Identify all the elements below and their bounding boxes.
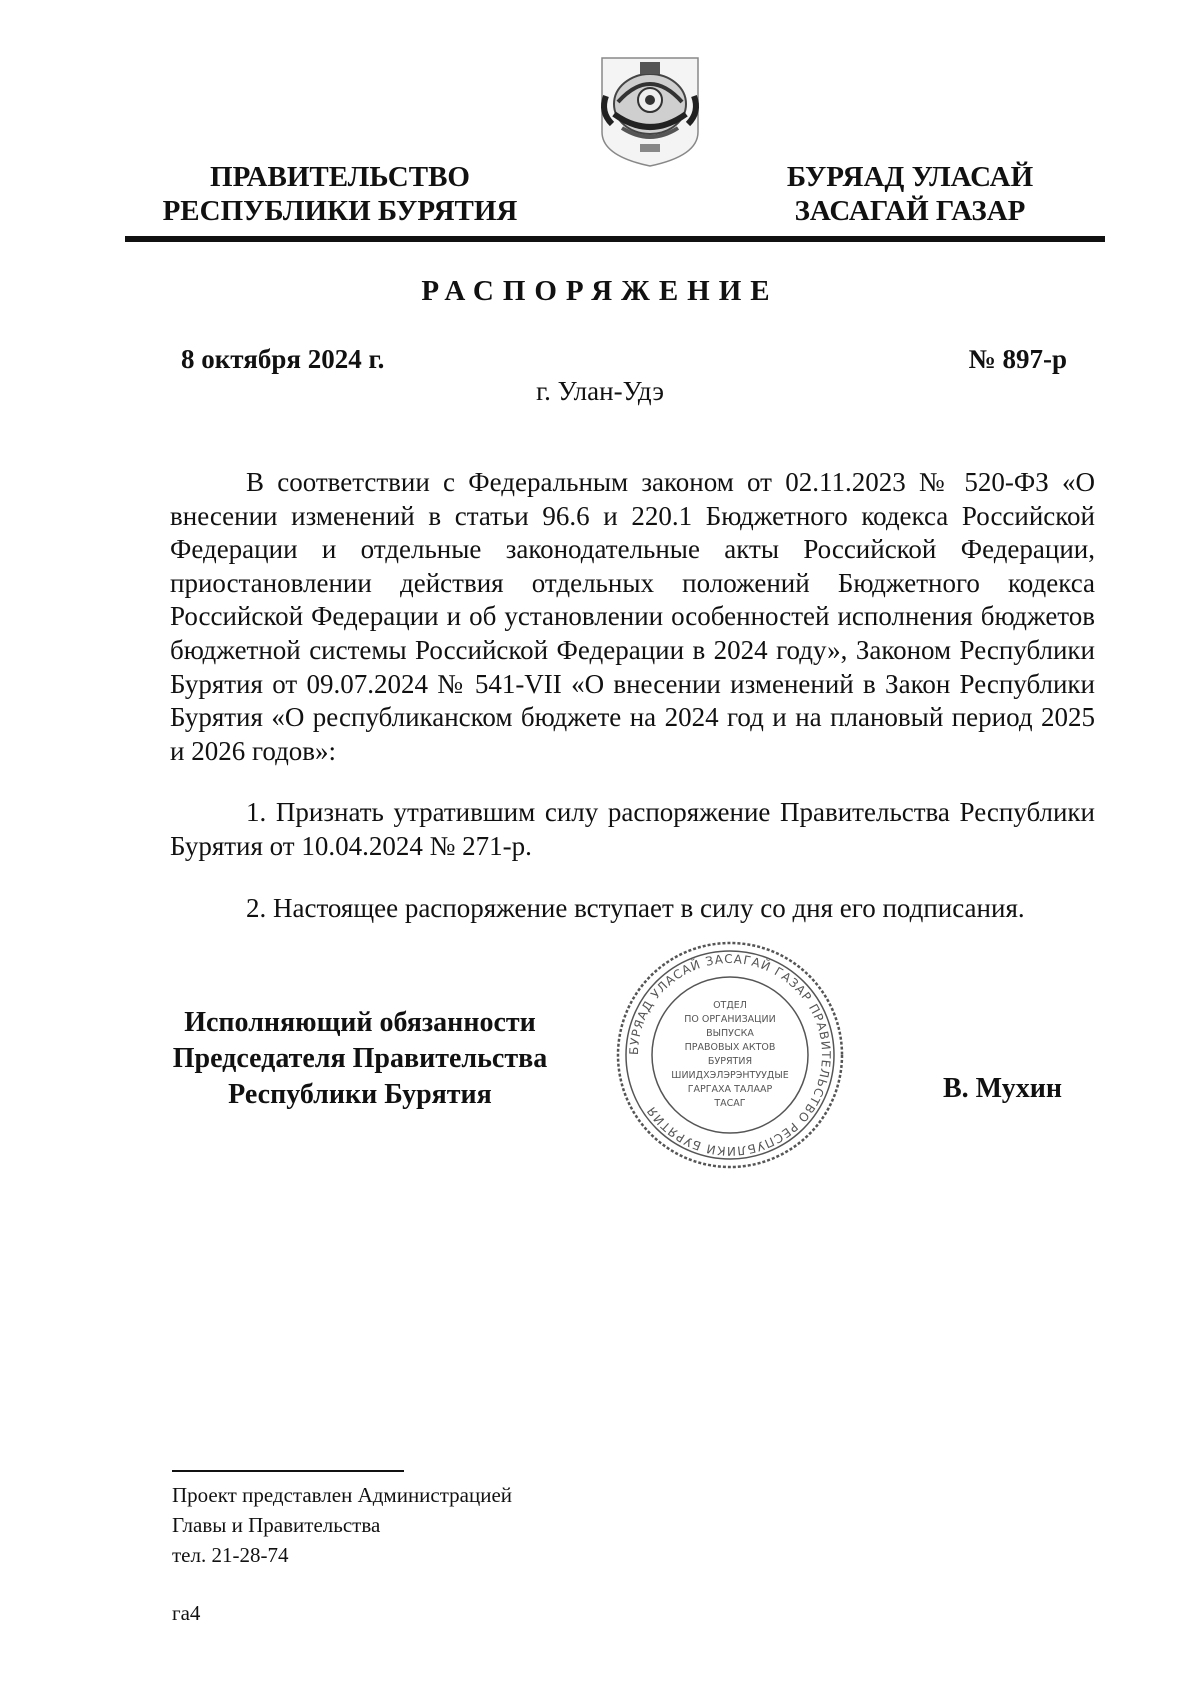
header-right-line2: ЗАСАГАЙ ГАЗАР (794, 195, 1026, 227)
header-divider (125, 236, 1105, 242)
header-left-line2: РЕСПУБЛИКИ БУРЯТИЯ (162, 195, 518, 227)
header-right-line1: БУРЯАД УЛАСАЙ (786, 161, 1034, 193)
signatory-position-line2: Председателя Правительства (172, 1043, 548, 1074)
seal-line-5: БУРЯТИЯ (707, 1056, 753, 1067)
seal-line-1: ОТДЕЛ (713, 1000, 747, 1011)
seal-outer-text: БУРЯАД УЛАСАЙ ЗАСАГАЙ ГАЗАР ПРАВИТЕЛЬСТВО РЕСПУБЛИКИ БУРЯТИЯ (626, 951, 834, 1159)
official-seal-icon (615, 940, 845, 1170)
footer-note (172, 1480, 512, 1570)
footer-line2: Главы и Правительства (172, 1513, 381, 1537)
preamble-paragraph: В соответствии с Федеральным законом от 02.11.2023 № 520-ФЗ «О внесении изменений в статьи 96.6 и 220.1 Бюджетного кодекса Российской Федерации и отдельные законодательные акты Российской Федерации, приостановлении действия отдельных положений Бюджетного кодекса Российской Федерации и об установлении особенностей исполнения бюджетов бюджетной системы Российской Федерации в 2024 году», Законом Республики Бурятия от 09.07.2024 № 541-VII «О внесении изменений в Закон Республики Бурятия «О республиканском бюджете на 2024 год и на плановый период 2025 и 2026 годов»: (170, 467, 1095, 766)
signatory-position-line3: Республики Бурятия (228, 1079, 492, 1110)
footer-line1: Проект представлен Администрацией (172, 1483, 513, 1507)
clause-2: 2. Настоящее распоряжение вступает в силу со дня его подписания. (246, 893, 1025, 923)
signatory-position-line1: Исполняющий обязанности (184, 1007, 536, 1038)
executor-code: га4 (172, 1601, 201, 1625)
signatory-name: В. Мухин (943, 1073, 1062, 1104)
seal-line-6: ШИИДХЭЛЭРЭНТУУДЫЕ (671, 1070, 789, 1081)
clause-1: 1. Признать утратившим силу распоряжение Правительства Республики Бурятия от 10.04.2024 № 271-р. (170, 797, 1095, 861)
seal-line-8: ТАСАГ (714, 1098, 746, 1109)
signatory-position (160, 1005, 560, 1113)
footnote-divider (172, 1470, 404, 1472)
document-title: РАСПОРЯЖЕНИЕ (421, 275, 779, 307)
seal-line-2: ПО ОРГАНИЗАЦИИ (684, 1014, 776, 1025)
coat-of-arms-icon (596, 52, 704, 170)
seal-line-3: ВЫПУСКА (706, 1028, 754, 1039)
government-name-russian (160, 160, 520, 228)
government-name-buryat (760, 160, 1060, 228)
document-number: № 897-р (968, 344, 1067, 374)
seal-line-4: ПРАВОВЫХ АКТОВ (684, 1042, 776, 1053)
seal-line-7: ГАРГАХА ТАЛААР (687, 1084, 773, 1095)
document-city: г. Улан-Удэ (536, 376, 664, 406)
header-left-line1: ПРАВИТЕЛЬСТВО (210, 161, 470, 193)
document-date: 8 октября 2024 г. (181, 344, 385, 374)
footer-phone: тел. 21-28-74 (172, 1543, 289, 1567)
svg-text:БУРЯАД УЛАСАЙ ЗАСАГАЙ ГАЗАР ПР (627, 952, 833, 1158)
